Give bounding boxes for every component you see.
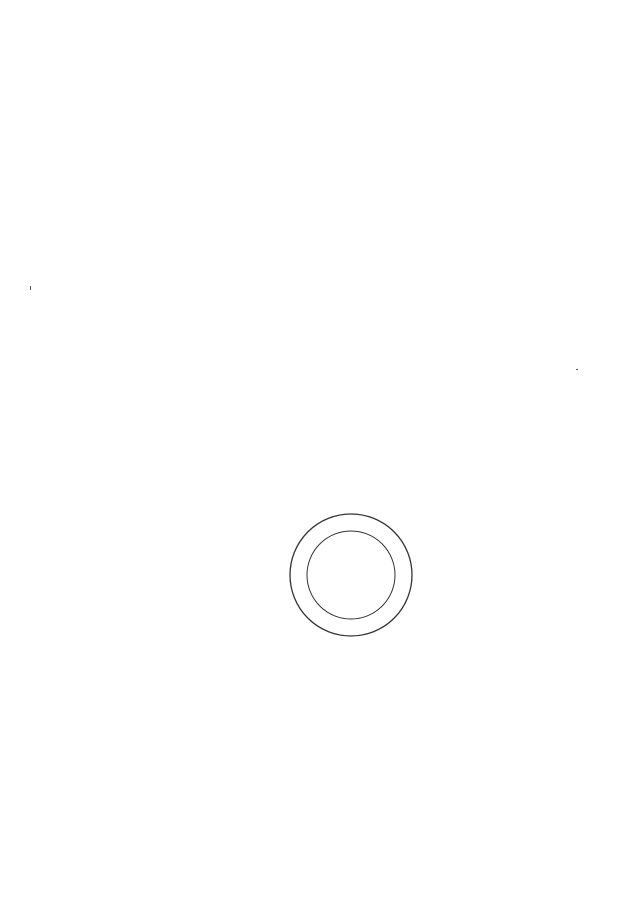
scan-speck: [30, 286, 31, 290]
official-stamp: [286, 510, 416, 640]
stamp-seal: [286, 510, 416, 640]
scan-speck: [576, 369, 578, 370]
